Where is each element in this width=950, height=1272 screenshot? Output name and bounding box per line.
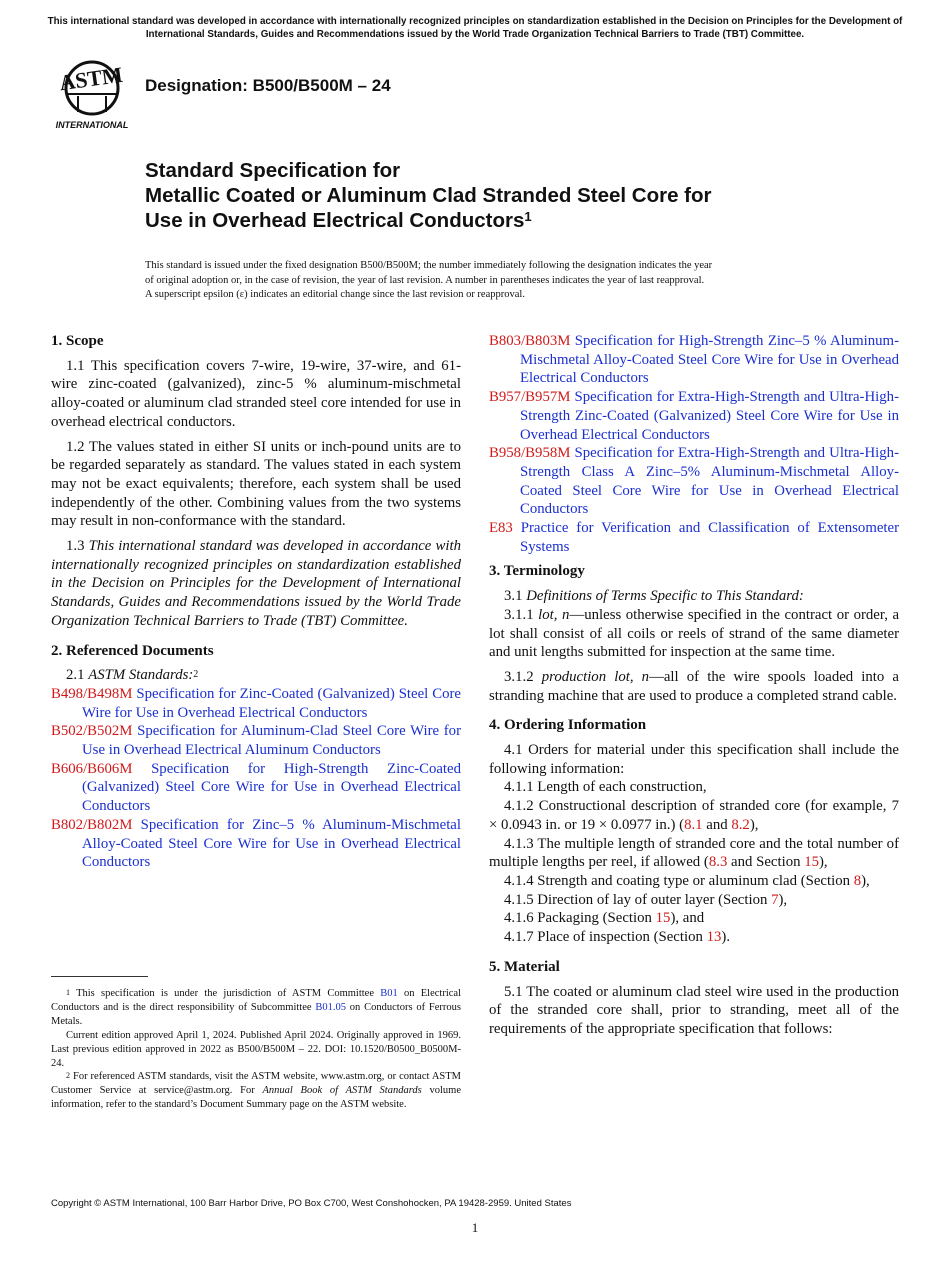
refdocs-2-1-label: ASTM Standards:	[88, 667, 194, 684]
scope-1-3-num: 1.3	[66, 538, 85, 555]
order-4-1-2	[489, 797, 899, 834]
ref-code[interactable]: B502/B502M	[51, 723, 133, 740]
footnote-2	[51, 1070, 461, 1112]
term-lot-def: —unless otherwise specified in the contract or order, a lot shall consist of all coils or reels of strand of the same diameter and unit lengths submitted for inspection at the same time.	[489, 606, 900, 661]
order-4-1-5	[489, 891, 899, 910]
order-4-1-7-text: 4.1.7 Place of inspection (Section	[504, 929, 707, 946]
term-production-lot: production lot, n	[541, 668, 650, 685]
order-4-1-4-end: ),	[861, 872, 870, 889]
term-3-1-2-num: 3.1.2	[504, 668, 534, 685]
material-heading: 5. Material	[489, 958, 560, 975]
refdocs-heading: 2. Referenced Documents	[51, 642, 214, 659]
ref-title[interactable]: Specification for Extra-High-Strength and Ultra-High-Strength Class A Zinc–5% Aluminum-Mischmetal Alloy-Coated Steel Core Wire for Use in Overhead Electrical Conductors	[520, 445, 900, 518]
ref-title[interactable]: Specification for Zinc–5 % Aluminum-Mischmetal Alloy-Coated Steel Core Wire for Use in Overhead Electrical Conductors	[82, 816, 461, 871]
ref-title[interactable]: Specification for Aluminum-Clad Steel Core Wire for Use in Overhead Electrical Aluminum Conductors	[82, 723, 461, 759]
order-4-1-2-end: ),	[749, 816, 759, 833]
refdocs-2-1	[51, 666, 461, 685]
term-3-1-num: 3.1	[504, 588, 523, 605]
section-link[interactable]: 15	[655, 910, 671, 927]
order-4-1-3	[489, 835, 899, 872]
title-line-1: Standard Specification for	[145, 159, 401, 182]
scope-1-3	[51, 537, 461, 631]
title-line-3-text: Use in Overhead Electrical Conductors	[145, 209, 525, 232]
scope-heading: 1. Scope	[51, 333, 104, 349]
order-4-1-2-text: 4.1.2 Constructional description of stranded core (for example, 7 × 0.0943 in. or 19 × 0.0977 in.) (	[489, 798, 899, 833]
order-4-1-5-text: 4.1.5 Direction of lay of outer layer (Section	[504, 891, 772, 908]
issuance-line: of original adoption or, in the case of revision, the year of last revision. A number in parentheses indicates the year of last reapproval.	[145, 274, 705, 286]
ref-item[interactable]	[489, 332, 899, 388]
tbt-notice: This international standard was developed in accordance with internationally recognized principles on standardization established in the Decision on Principles for the Development of International Standards, Guides and Recommendations issued by the World Trade Organization Technical Barriers to Trade (TBT) Committee.	[47, 16, 903, 40]
refdocs-footnote-mark: 2	[193, 669, 199, 681]
footnote-1	[51, 987, 461, 1029]
ref-item[interactable]	[489, 388, 899, 444]
left-column	[51, 332, 461, 872]
title-line-3	[145, 208, 845, 233]
order-4-1-3-text: 4.1.3 The multiple length of stranded core and the total number of multiple lengths per reel, if allowed (	[489, 835, 899, 871]
astm-logo-icon	[52, 56, 136, 132]
scope-1-3-text: This international standard was developed in accordance with internationally recognized principles on standardization established in the Decision on Principles for the Development of International Standards, Guides and Recommendations issued by the World Trade Organization Technical Barriers to Trade (TBT) Committee.	[51, 538, 461, 629]
term-lot: lot, n	[538, 606, 570, 623]
order-4-1-5-end: ),	[778, 891, 788, 908]
refdocs-2-1-num: 2.1	[66, 667, 85, 684]
footnotes	[51, 987, 461, 1112]
fn1-text-b: on Electrical Conductors and is the direct responsibility of Subcommittee	[51, 988, 461, 1013]
ref-title[interactable]: Practice for Verification and Classification of Extensometer Systems	[520, 520, 900, 555]
designation: Designation: B500/B500M – 24	[145, 76, 391, 95]
issuance-line: A superscript epsilon (ε) indicates an editorial change since the last revision or reapproval.	[145, 289, 525, 300]
terminology-heading: 3. Terminology	[489, 563, 585, 580]
order-4-1-1: 4.1.1 Length of each construction,	[504, 779, 707, 796]
order-4-1-2-and: and	[702, 816, 732, 833]
material-5-1: 5.1 The coated or aluminum clad steel wire used in the production of the stranded core shall, prior to stranding, meet all of the requirements of the appropriate specification that follows:	[489, 983, 899, 1037]
section-link[interactable]: 8.2	[731, 816, 750, 833]
term-3-1-1-num: 3.1.1	[504, 606, 534, 623]
order-4-1: 4.1 Orders for material under this specification shall include the following information:	[489, 742, 899, 777]
order-4-1-6-text: 4.1.6 Packaging (Section	[504, 910, 656, 927]
ref-title[interactable]: Specification for Extra-High-Strength and Ultra-High-Strength Zinc-Coated (Galvanized) Steel Core Wire for Use in Overhead Electrical Conductors	[520, 389, 900, 443]
term-3-1-2	[489, 668, 899, 705]
ordering-heading: 4. Ordering Information	[489, 717, 647, 734]
section-link[interactable]: 13	[706, 929, 722, 946]
section-link[interactable]: 7	[771, 891, 779, 908]
issuance-note	[145, 259, 815, 303]
document-title	[145, 158, 845, 233]
ref-code[interactable]: B957/B957M	[489, 389, 571, 406]
ref-item[interactable]	[51, 816, 461, 872]
ref-code[interactable]: B803/B803M	[489, 333, 571, 349]
logo-caption: INTERNATIONAL	[55, 120, 129, 130]
subcommittee-link[interactable]: B01.05	[315, 1001, 346, 1013]
title-line-2: Metallic Coated or Aluminum Clad Stranded Steel Core for	[145, 184, 712, 207]
issuance-line: This standard is issued under the fixed designation B500/B500M; the number immediately following the designation indicates the year	[145, 260, 713, 271]
scope-1-1: 1.1 This specification covers 7-wire, 19-wire, 37-wire, and 61-wire zinc-coated (galvanized), zinc-5 % aluminum-mischmetal alloy-coated or aluminum clad stranded steel core intended for use in overhead electrical conductors.	[51, 357, 461, 430]
ref-title[interactable]: Specification for High-Strength Zinc–5 % Aluminum-Mischmetal Alloy-Coated Steel Core Wire for Use in Overhead Electrical Conductors	[520, 333, 899, 387]
ref-code[interactable]: B802/B802M	[51, 816, 133, 833]
section-link[interactable]: 15	[804, 854, 819, 871]
fn1-text-a: This specification is under the jurisdiction of ASTM Committee	[76, 988, 381, 999]
order-4-1-4-text: 4.1.4 Strength and coating type or aluminum clad (Section	[504, 872, 854, 889]
order-4-1-3-end: ),	[819, 854, 828, 871]
ref-code[interactable]: E83	[489, 520, 513, 537]
order-4-1-6-end: ), and	[670, 910, 705, 927]
svg-text:ASTM: ASTM	[57, 61, 125, 96]
ref-item[interactable]	[51, 722, 461, 759]
section-link[interactable]: 8.3	[708, 854, 728, 871]
section-link[interactable]: 8.1	[684, 816, 703, 833]
footnote-divider	[51, 976, 148, 977]
term-3-1-1	[489, 606, 899, 662]
term-3-1-text: Definitions of Terms Specific to This Standard:	[526, 588, 804, 605]
ref-item[interactable]	[51, 685, 461, 722]
scope-1-2: 1.2 The values stated in either SI units or inch-pound units are to be regarded separately as standard. The values stated in each system may not be exact equivalents; therefore, each system shall be used independently of the other. Combining values from the two systems may result in non-conformance with the standard.	[51, 438, 461, 530]
right-column	[489, 332, 899, 1039]
ref-code[interactable]: B498/B498M	[51, 685, 133, 702]
ref-item[interactable]	[489, 519, 899, 556]
footnote-1-edition: Current edition approved April 1, 2024. Published April 2024. Originally approved in 1969. Last previous edition approved in 2022 as B500/B500M – 22. DOI: 10.1520/B0500_B0500M-24.	[51, 1029, 461, 1069]
order-4-1-6	[489, 909, 899, 928]
order-4-1-7	[489, 928, 899, 947]
order-4-1-3-and: and Section	[727, 854, 805, 871]
ref-item[interactable]	[51, 760, 461, 816]
term-production-lot-def: —all of the wire spools loaded into a stranding machine that are used to produce a completed strand cable.	[489, 668, 899, 704]
astm-logo	[52, 56, 136, 132]
fn2-italic: Annual Book of ASTM Standards	[262, 1085, 422, 1097]
order-4-1-7-end: ).	[721, 929, 731, 946]
committee-link[interactable]: B01	[380, 988, 398, 999]
fn2-text-a: For referenced ASTM standards, visit the ASTM website, www.astm.org, or contact ASTM Customer Service at service@astm.org. For	[51, 1071, 461, 1097]
footnote-2-mark: 2	[66, 1071, 70, 1081]
order-4-1-4	[489, 872, 899, 891]
copyright-line: Copyright © ASTM International, 100 Barr Harbor Drive, PO Box C700, West Conshohocken, PA 19428-2959. United States	[51, 1198, 572, 1209]
page-number: 1	[471, 1220, 479, 1235]
title-footnote-mark: 1	[524, 209, 532, 224]
ref-title[interactable]: Specification for Zinc-Coated (Galvanized) Steel Core Wire for Use in Overhead Electrical Conductors	[82, 685, 462, 721]
term-3-1	[489, 587, 899, 606]
ref-item[interactable]	[489, 444, 899, 519]
footnote-1-mark: 1	[66, 988, 70, 997]
fn2-text-b: volume information, refer to the standard’s Document Summary page on the ASTM website.	[51, 1085, 461, 1111]
fn1-text-c: on Conductors of Ferrous Metals.	[51, 1001, 461, 1027]
section-link[interactable]: 8	[853, 872, 862, 889]
ref-code[interactable]: B606/B606M	[51, 760, 133, 777]
ref-code[interactable]: B958/B958M	[489, 445, 571, 462]
ref-title[interactable]: Specification for High-Strength Zinc-Coated (Galvanized) Steel Core Wire for Use in Overhead Electrical Conductors	[82, 760, 461, 815]
